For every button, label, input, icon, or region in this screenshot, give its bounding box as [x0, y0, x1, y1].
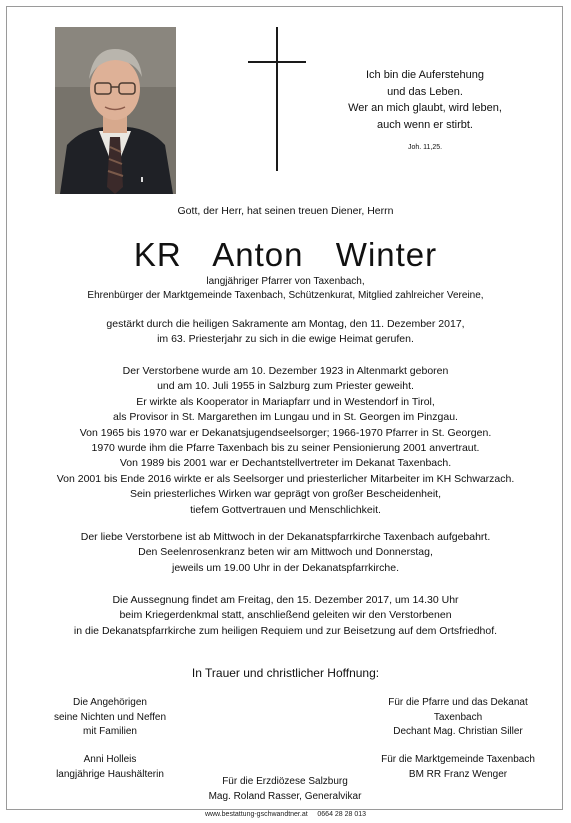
signature-line: langjährige Haushälterin [56, 768, 164, 780]
verse-line: auch wenn er stirbt. [377, 118, 473, 131]
deceased-name [0, 236, 571, 274]
mourning-heading: In Trauer und christlicher Hoffnung: [191, 666, 380, 680]
signature-line: Für die Erzdiözese Salzburg [222, 776, 348, 787]
title-line: langjähriger Pfarrer von Taxenbach, [206, 276, 365, 287]
signature-line: Anni Holleis [83, 754, 137, 765]
signature-line: mit Familien [83, 726, 137, 737]
footer-text: www.bestattung-gschwandtner.at 0664 28 28 013 [204, 811, 367, 818]
text-line: im 63. Priesterjahr zu sich in die ewige Heimat gerufen. [157, 333, 414, 346]
funeral-paragraph [0, 593, 571, 639]
text-line: Von 2001 bis Ende 2016 wirkte er als Seelsorger und priesterlicher Mitarbeiter im KH Schwarzach. [56, 472, 515, 485]
wake-paragraph [0, 530, 571, 576]
death-notice-paragraph [0, 317, 571, 348]
signature-line: Für die Pfarre und das Dekanat [388, 697, 528, 708]
signature-line: Für die Marktgemeinde Taxenbach [381, 754, 535, 765]
verse-line: Ich bin die Auferstehung [365, 69, 485, 81]
footer-contact [0, 811, 571, 818]
text-line: beim Kriegerdenkmal statt, anschließend geleiten wir den Verstorbenen [119, 609, 452, 622]
verse-line: Wer an mich glaubt, wird leben, [348, 102, 502, 114]
text-line: Der Verstorbene wurde am 10. Dezember 1923 in Altenmarkt geboren [122, 365, 449, 377]
text-line: Der liebe Verstorbene ist ab Mittwoch in der Dekanatspfarrkirche Taxenbach aufgebahrt. [80, 531, 491, 543]
text-line: als Provisor in St. Margarethen im Lungau und in St. Georgen im Pinzgau. [113, 411, 458, 424]
signature-line: Mag. Roland Rasser, Generalvikar [208, 790, 362, 802]
text-line: jeweils um 19.00 Uhr in der Dekanatspfarrkirche. [171, 561, 400, 574]
verse-line: und das Leben. [387, 85, 463, 98]
deceased-name-text: KR Anton Winter [133, 236, 438, 273]
text-line: Von 1989 bis 2001 war er Dechantstellvertreter im Dekanat Taxenbach. [119, 457, 452, 470]
signature-line: BM RR Franz Wenger [408, 768, 508, 780]
signature-archdiocese [195, 775, 375, 804]
title-line: Ehrenbürger der Marktgemeinde Taxenbach, Schützenkurat, Mitglied zahlreicher Vereine, [87, 290, 484, 301]
text-line: und am 10. Juli 1955 in Salzburg zum Priester geweiht. [157, 380, 414, 393]
text-line: 1970 wurde ihm die Pfarre Taxenbach bis zu seiner Pensionierung 2001 anvertraut. [91, 442, 480, 455]
text-line: tiefem Gottvertrauen und Menschlichkeit. [190, 503, 381, 516]
signature-housekeeper [20, 753, 200, 782]
signature-line: seine Nichten und Neffen [53, 711, 167, 723]
text-line: Von 1965 bis 1970 war er Dekanatsjugendseelsorger; 1966-1970 Pfarrer in St. Georgen. [79, 426, 492, 439]
titles [0, 275, 571, 303]
verse-reference: Joh. 11,25. [407, 144, 443, 151]
text-line: Den Seelenrosenkranz beten wir am Mittwoch und Donnerstag, [138, 546, 433, 559]
bible-verse [330, 67, 520, 133]
biography-paragraph [0, 364, 571, 518]
text-line: Er wirkte als Kooperator in Mariapfarr und in Westendorf in Tirol, [136, 395, 435, 408]
intro-line: Gott, der Herr, hat seinen treuen Diener, Herrn [177, 205, 394, 217]
signature-relatives [20, 696, 200, 740]
text-line: Sein priesterliches Wirken war geprägt von großer Bescheidenheit, [129, 488, 442, 501]
signature-line: Dechant Mag. Christian Siller [393, 726, 523, 737]
portrait-photo [55, 27, 176, 194]
text-line: gestärkt durch die heiligen Sakramente am Montag, den 11. Dezember 2017, [106, 318, 465, 330]
text-line: in die Dekanatspfarrkirche zum heiligen Requiem und zur Beisetzung auf dem Ortsfriedhof. [73, 624, 498, 637]
text-line: Die Aussegnung findet am Freitag, den 15. Dezember 2017, um 14.30 Uhr [112, 594, 459, 606]
signature-line: Taxenbach [433, 711, 483, 723]
cross-horizontal-bar [248, 61, 306, 63]
signature-line: Die Angehörigen [73, 697, 147, 708]
signature-parish [358, 696, 558, 740]
signature-municipality [358, 753, 558, 782]
cross-vertical-bar [276, 27, 278, 171]
